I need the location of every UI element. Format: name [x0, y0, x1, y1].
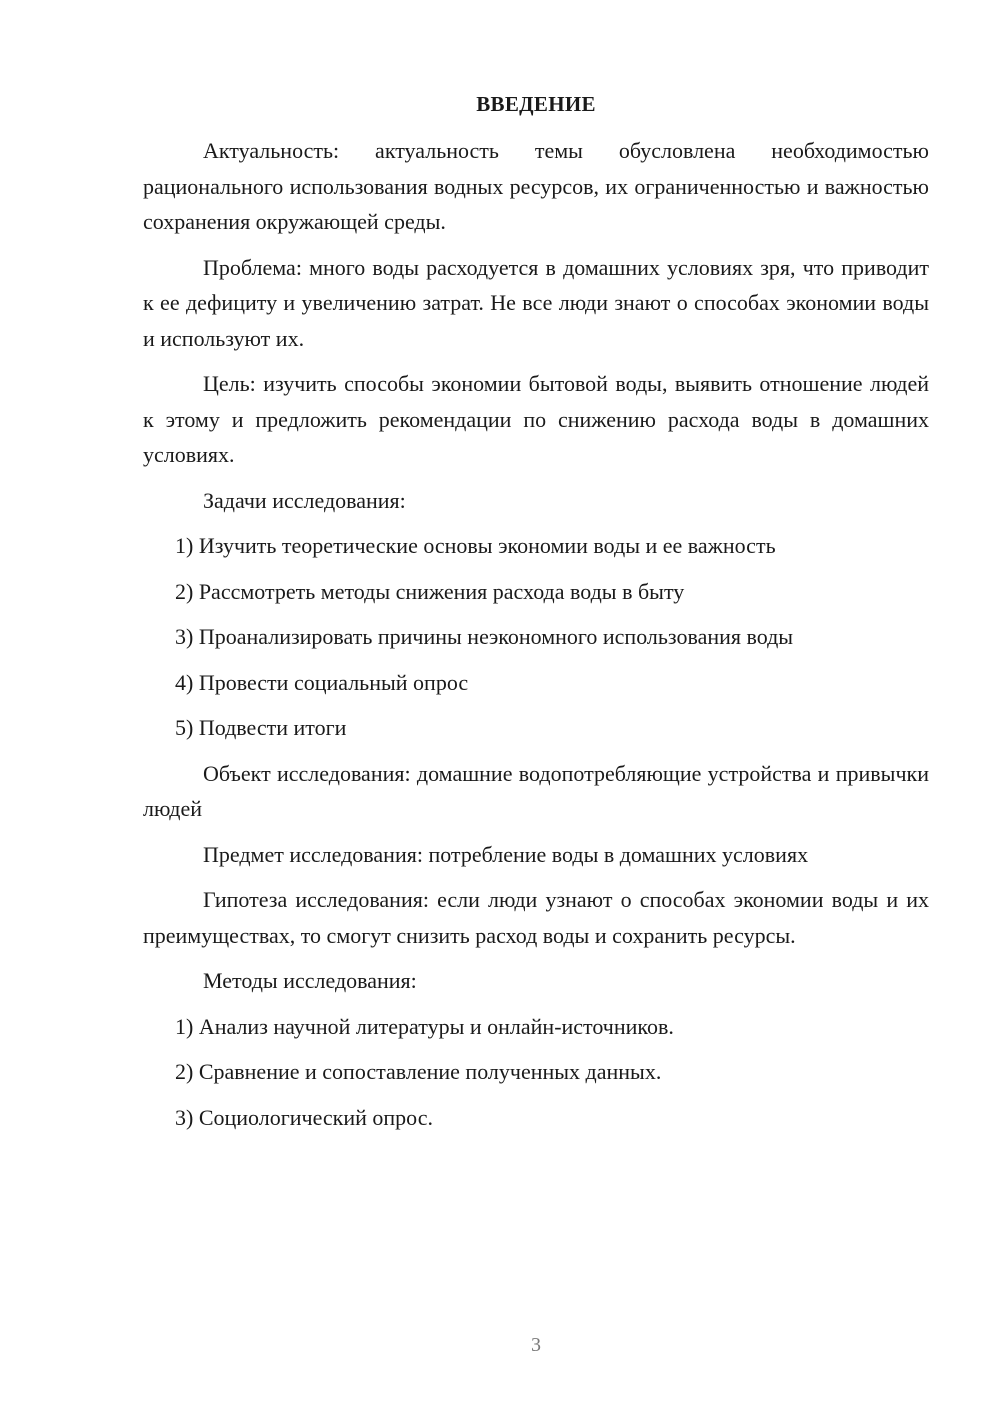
tasks-list [143, 528, 929, 746]
list-item: 2) Сравнение и сопоставление полученных данных. [175, 1059, 662, 1084]
paragraph-hypothesis: Гипотеза исследования: если люди узнают о способах экономии воды и их преимуществах, то смогут снизить расход воды и сохранить ресурсы. [143, 887, 929, 948]
list-item: 5) Подвести итоги [175, 715, 347, 740]
list-item: 1) Анализ научной литературы и онлайн-источников. [175, 1013, 674, 1039]
methods-heading: Методы исследования: [203, 968, 417, 993]
paragraph-goal: Цель: изучить способы экономии бытовой воды, выявить отношение людей к этому и предложить рекомендации по снижению расхода воды в домашних условиях. [143, 371, 929, 467]
list-item: 3) Проанализировать причины неэкономного использования воды [175, 624, 794, 649]
section-title: ВВЕДЕНИЕ [476, 92, 596, 116]
document-page [143, 92, 929, 1145]
methods-list [143, 1009, 929, 1136]
tasks-heading: Задачи исследования: [203, 487, 406, 513]
list-item: 4) Провести социальный опрос [175, 669, 469, 695]
list-item: 2) Рассмотреть методы снижения расхода воды в быту [175, 578, 685, 604]
paragraph-relevance: Актуальность: актуальность темы обусловлена необходимостью рационального использования водных ресурсов, их ограниченностью и важностью сохранения окружающей среды. [143, 138, 929, 234]
list-item: 3) Социологический опрос. [175, 1104, 433, 1130]
paragraph-subject: Предмет исследования: потребление воды в домашних условиях [203, 841, 809, 867]
list-item: 1) Изучить теоретические основы экономии воды и ее важность [175, 533, 776, 558]
paragraph-problem: Проблема: много воды расходуется в домашних условиях зря, что приводит к ее дефициту и увеличению затрат. Не все люди знают о способах экономии воды и используют их. [143, 254, 929, 351]
page-number: 3 [531, 1334, 541, 1356]
paragraph-object: Объект исследования: домашние водопотребляющие устройства и привычки людей [143, 760, 929, 821]
